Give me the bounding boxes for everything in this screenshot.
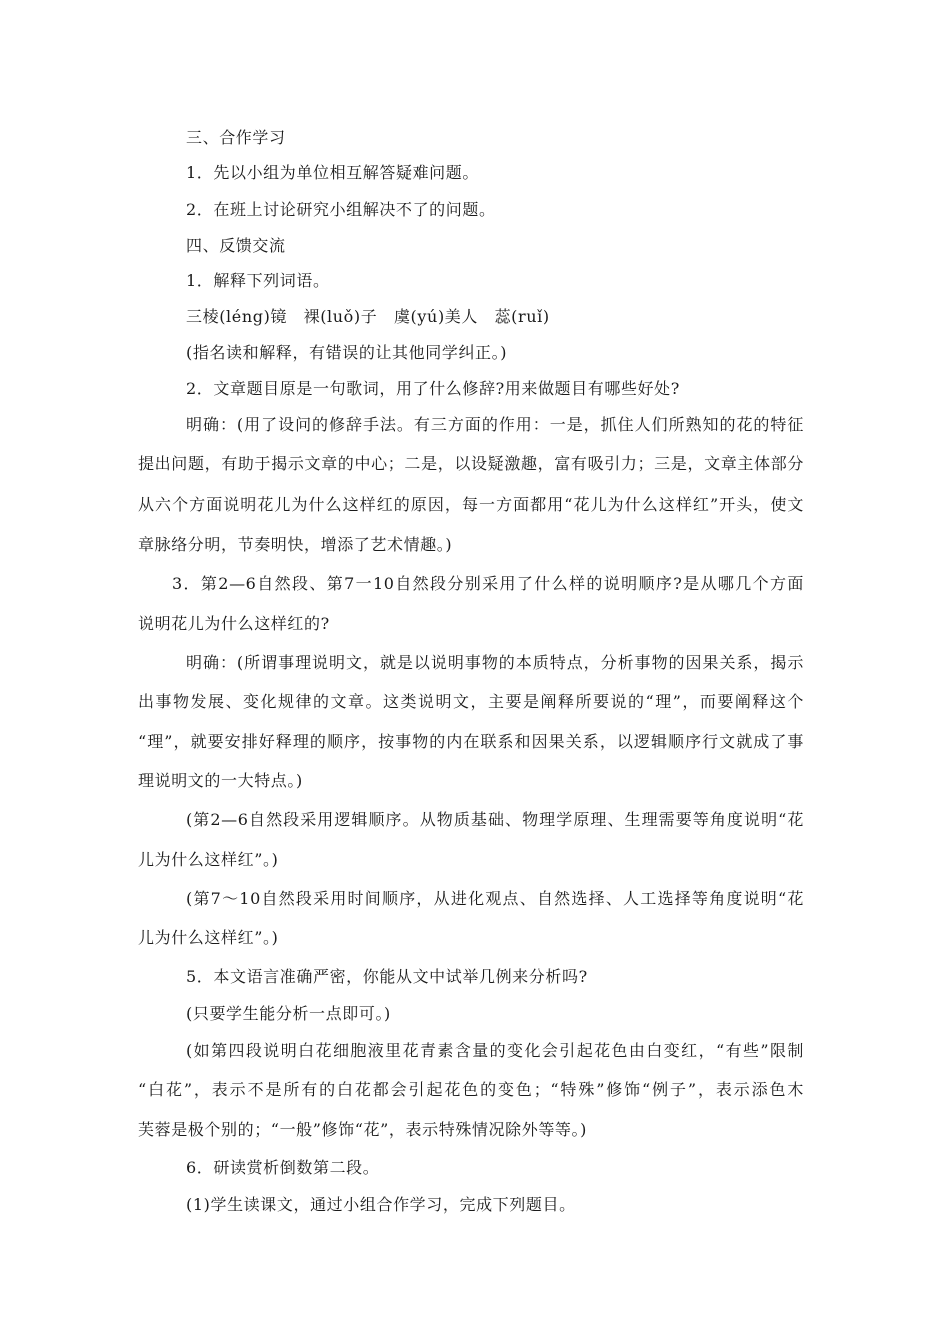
answer-line: 理说明文的一大特点。) [138, 771, 303, 790]
answer-line: “白花”，表示不是所有的白花都会引起花色的变色；“特殊”修饰“例子”，表示添色木 [138, 1080, 804, 1099]
question-1: 1．解释下列词语。 [186, 271, 330, 290]
answer-line: 芙蓉是极个别的；“一般”修饰“花”，表示特殊情况除外等等。) [138, 1120, 587, 1139]
question-6: 6．研读赏析倒数第二段。 [186, 1158, 380, 1177]
answer-line: “理”，就要安排好释理的顺序，按事物的内在联系和因果关系，以逻辑顺序行文就成了事 [138, 732, 804, 751]
section-heading-feedback: 四、反馈交流 [186, 236, 286, 255]
answer-line: 出事物发展、变化规律的文章。这类说明文，主要是阐释所要说的“理”，而要阐释这个 [138, 692, 804, 711]
answer-line: 章脉络分明，节奏明快，增添了艺术情趣。) [138, 535, 453, 554]
answer-line: (第7～10自然段采用时间顺序，从进化观点、自然选择、人工选择等角度说明“花 [186, 889, 804, 908]
list-item: 2．在班上讨论研究小组解决不了的问题。 [186, 200, 496, 219]
answer-line: (如第四段说明白花细胞液里花青素含量的变化会引起花色由白变红，“有些”限制 [186, 1041, 804, 1060]
answer-line: 提出问题，有助于揭示文章的中心；二是，以设疑激趣，富有吸引力；三是，文章主体部分 [138, 454, 804, 473]
vocabulary-line: 三棱(léng)镜 裸(luǒ)子 虞(yú)美人 蕊(ruǐ) [186, 307, 550, 326]
question-3: 3．第2—6自然段、第7一10自然段分别采用了什么样的说明顺序?是从哪几个方面 [172, 574, 804, 593]
answer-line: 儿为什么这样红”。) [138, 850, 279, 869]
question-3: 说明花儿为什么这样红的? [138, 614, 330, 633]
answer-line: (第2—6自然段采用逻辑顺序。从物质基础、物理学原理、生理需要等角度说明“花 [186, 810, 804, 829]
answer-line: 明确：(用了设问的修辞手法。有三方面的作用：一是，抓住人们所熟知的花的特征 [186, 415, 804, 434]
question-5: 5．本文语言准确严密，你能从文中试举几例来分析吗? [186, 967, 588, 986]
answer-line: (只要学生能分析一点即可。) [186, 1004, 391, 1023]
list-item: 1．先以小组为单位相互解答疑难问题。 [186, 163, 479, 182]
section-heading-cooperative-learning: 三、合作学习 [186, 128, 286, 147]
answer-line: 明确：(所谓事理说明文，就是以说明事物的本质特点，分析事物的因果关系，揭示 [186, 653, 804, 672]
sub-question: (1)学生读课文，通过小组合作学习，完成下列题目。 [186, 1195, 576, 1214]
question-2: 2．文章题目原是一句歌词，用了什么修辞?用来做题目有哪些好处? [186, 379, 680, 398]
answer-line: 从六个方面说明花儿为什么这样红的原因，每一方面都用“花儿为什么这样红”开头，使文 [138, 495, 804, 514]
answer-line: 儿为什么这样红”。) [138, 928, 279, 947]
instruction-note: (指名读和解释，有错误的让其他同学纠正。) [186, 343, 508, 362]
